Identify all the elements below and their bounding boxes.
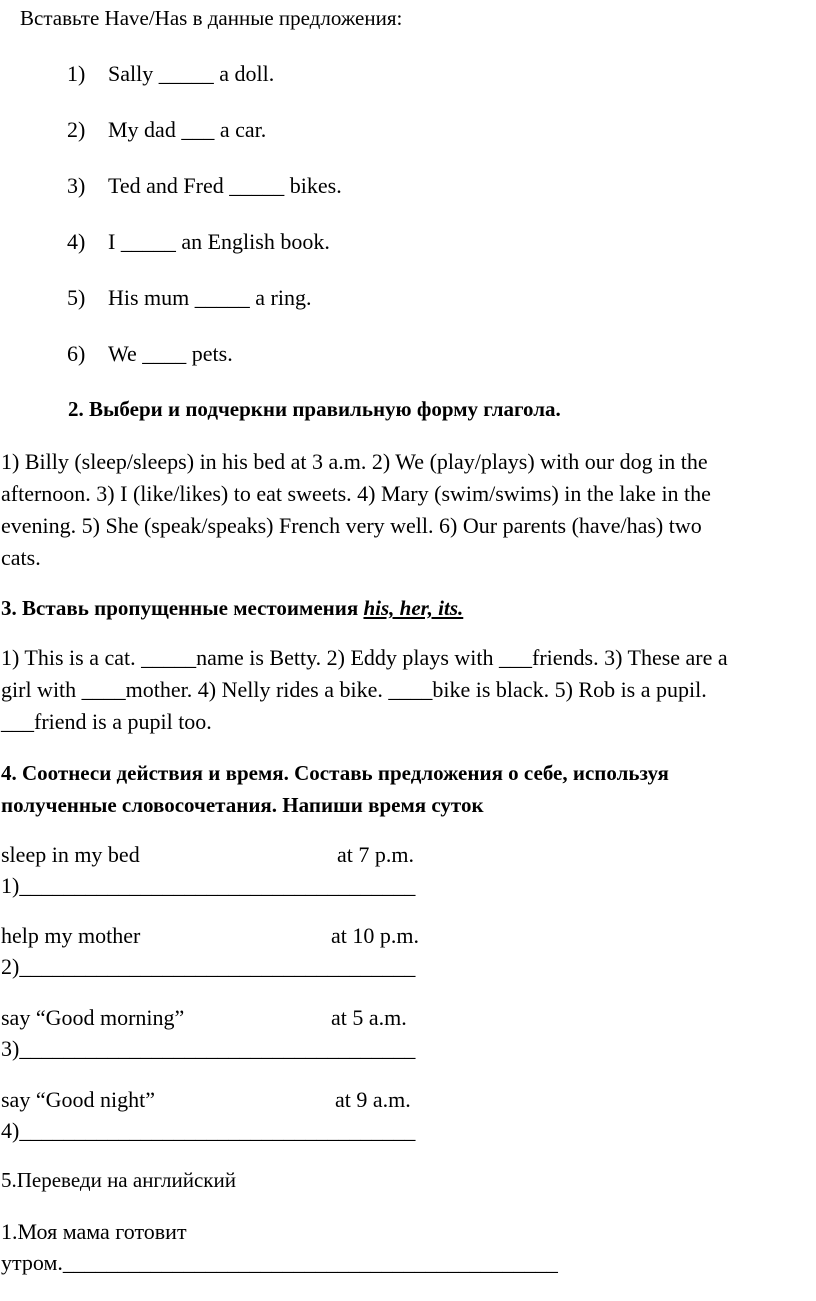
paragraph-line: cats. <box>1 545 41 570</box>
list-item: My dad ___ a car. <box>108 117 267 142</box>
list-item: I _____ an English book. <box>108 229 330 254</box>
answer-line: 2)____________________________________ <box>1 954 416 979</box>
time-text: at 5 a.m. <box>331 1005 407 1030</box>
answer-line: 3)____________________________________ <box>1 1036 416 1061</box>
list-item-number: 5) <box>67 285 86 310</box>
action-text: sleep in my bed <box>1 842 140 867</box>
list-item-number: 1) <box>67 61 86 86</box>
list-item-number: 6) <box>67 341 86 366</box>
action-text: help my mother <box>1 923 141 948</box>
section-4-heading-line-2: полученные словосочетания. Напиши время суток <box>1 793 484 817</box>
action-text: say “Good night” <box>1 1087 155 1112</box>
section-3-text <box>1 642 816 738</box>
paragraph-line: evening. 5) She (speak/speaks) French very well. 6) Our parents (have/has) two <box>1 513 702 538</box>
action-text: say “Good morning” <box>1 1005 185 1030</box>
section-5-heading: 5.Переведи на английский <box>1 1168 236 1192</box>
paragraph-line: 1) This is a cat. _____name is Betty. 2) Eddy plays with ___friends. 3) These are a <box>1 645 728 670</box>
section-3-heading-pronouns: his, her, its. <box>363 596 464 620</box>
translation-sentence: 1.Моя мама готовит <box>1 1219 187 1244</box>
section-3-heading <box>1 596 463 621</box>
list-item: We ____ pets. <box>108 341 233 366</box>
section-2-heading: 2. Выбери и подчеркни правильную форму глагола. <box>68 397 561 421</box>
time-text: at 9 a.m. <box>335 1087 411 1112</box>
page-title: Вставьте Have/Has в данные предложения: <box>20 6 403 30</box>
list-item: His mum _____ a ring. <box>108 285 312 310</box>
paragraph-line: afternoon. 3) I (like/likes) to eat sweets. 4) Mary (swim/swims) in the lake in the <box>1 481 711 506</box>
list-item-number: 2) <box>67 117 86 142</box>
list-item-number: 3) <box>67 173 86 198</box>
answer-line: 1)____________________________________ <box>1 873 416 898</box>
list-item: Ted and Fred _____ bikes. <box>108 173 342 198</box>
section-2-text <box>1 446 816 574</box>
translation-answer-line: утром._____________________________________________ <box>1 1250 558 1275</box>
answer-line: 4)____________________________________ <box>1 1118 416 1143</box>
section-4-heading-line-1: 4. Соотнеси действия и время. Составь предложения о себе, используя <box>1 761 669 785</box>
section-3-heading-text: 3. Вставь пропущенные местоимения <box>1 596 364 620</box>
list-item-number: 4) <box>67 229 86 254</box>
paragraph-line: ___friend is a pupil too. <box>1 709 212 734</box>
paragraph-line: 1) Billy (sleep/sleeps) in his bed at 3 a.m. 2) We (play/plays) with our dog in the <box>1 449 708 474</box>
list-item: Sally _____ a doll. <box>108 61 275 86</box>
time-text: at 10 p.m. <box>331 923 419 948</box>
paragraph-line: girl with ____mother. 4) Nelly rides a bike. ____bike is black. 5) Rob is a pupil. <box>1 677 707 702</box>
time-text: at 7 p.m. <box>337 842 414 867</box>
